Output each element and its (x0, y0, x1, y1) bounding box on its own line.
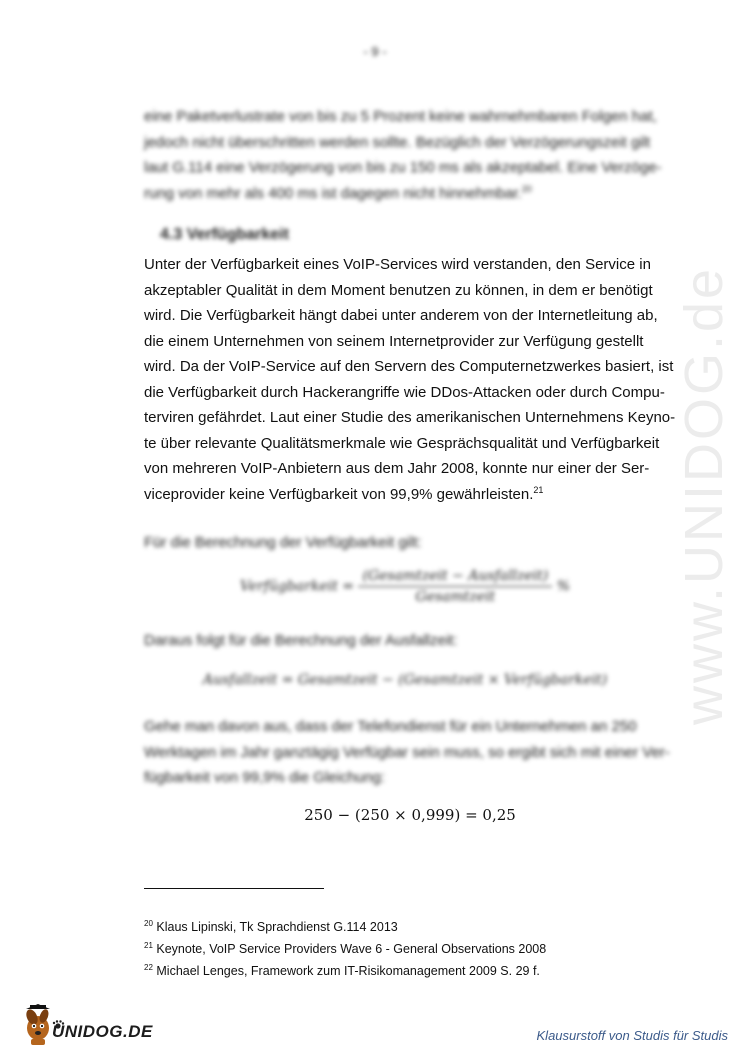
text-line: Unter der Verfügbarkeit eines VoIP-Services wird verstanden, den Service in (144, 256, 651, 273)
text-line: die einem Unternehmen von seinem Internetprovider zur Verfügung gestellt (144, 332, 644, 350)
footer-slogan: Klausurstoff von Studis für Studis (536, 1028, 728, 1043)
watermark (676, 270, 736, 730)
text-line: die Verfügbarkeit durch Hackerangriffe wie DDos-Attacken oder durch Compu- (144, 383, 665, 401)
text-line: von mehreren VoIP-Anbietern aus dem Jahr 2008, konnte nur einer der Ser- (144, 460, 650, 477)
text-line: wird. Die Verfügbarkeit hängt dabei unter anderem von der Internetleitung ab, (144, 307, 658, 324)
watermark-graphic (676, 270, 736, 730)
main-paragraph (144, 252, 679, 507)
text-line: terviren gefährdet. Laut einer Studie des amerikanischen Unternehmens Keyno- (144, 409, 676, 426)
logo-text[interactable]: UNIDOG.DE (52, 1022, 153, 1041)
text-line: viceprovider keine Verfügbarkeit von 99,9% gewährleisten.$^{21}$ (144, 484, 544, 503)
text-line: wird. Da der VoIP-Service auf den Servern des Computernetzwerkes basiert, ist (144, 358, 674, 375)
equation: 250 − (250 × 0,999) = 0,25 (304, 806, 516, 824)
formula-downtime: Ausfallzeit = Gesamtzeit − (Gesamtzeit × Verfügbarkeit) (202, 672, 608, 688)
dog-icon (24, 1004, 50, 1045)
text-line: laut G.114 eine Verzögerung von bis zu 150 ms als akzeptabel. Eine Verzöge- (144, 159, 662, 176)
text-line: rung von mehr als 400 ms ist dagegen nicht hinnehmbar.$^{20}$ (144, 183, 532, 202)
footnote-20: $^{20}$ Klaus Lipinski, Tk Sprachdienst G.114 2013 (144, 918, 398, 934)
text-line: akzeptabler Qualität in dem Moment benutzen zu können, in dem er benötigt (144, 281, 653, 299)
text-line: te über relevante Qualitätsmerkmale wie Gesprächsqualität und Verfügbarkeit (144, 434, 660, 452)
intro-paragraph (144, 104, 679, 206)
text-line: fügbarkeit von 99,9% die Gleichung: (144, 769, 385, 786)
page-number: - 9 - (363, 44, 387, 59)
calc-intro: Für die Berechnung der Verfügbarkeit gilt: (144, 534, 422, 551)
footnote-22: $^{22}$ Michael Lenges, Framework zum IT-Risikomanagement 2009 S. 29 f. (144, 962, 540, 978)
footnote-ref: 21 (533, 484, 544, 495)
text-line: eine Paketverlustrate von bis zu 5 Prozent keine wahrnehmbaren Folgen hat, (144, 108, 657, 125)
assumption-paragraph (144, 714, 679, 791)
svg-text:www.UNIDOG.de: www.UNIDOG.de (676, 270, 734, 725)
formula-availability: Verfügbarkeit = $\frac{\text{(Gesamtzeit − Ausfallzeit)}}{\text{Gesamtzeit}}$ % (239, 568, 571, 605)
text-line: Werktagen im Jahr ganztägig Verfügbar sein muss, so ergibt sich mit einer Ver- (144, 743, 670, 761)
footnote-rule (144, 888, 324, 889)
text-line: Gehe man davon aus, dass der Telefondienst für ein Unternehmen an 250 (144, 718, 637, 735)
section-heading: 4.3 Verfügbarkeit (160, 226, 289, 243)
footnote-21: $^{21}$ Keynote, VoIP Service Providers Wave 6 - General Observations 2008 (144, 940, 547, 956)
footnote-ref: 20 (521, 183, 532, 194)
text-line: jedoch nicht überschritten werden sollte. Bezüglich der Verzögerungszeit gilt (144, 133, 651, 151)
calc-intro-2: Daraus folgt für die Berechnung der Ausfallzeit: (144, 632, 458, 649)
